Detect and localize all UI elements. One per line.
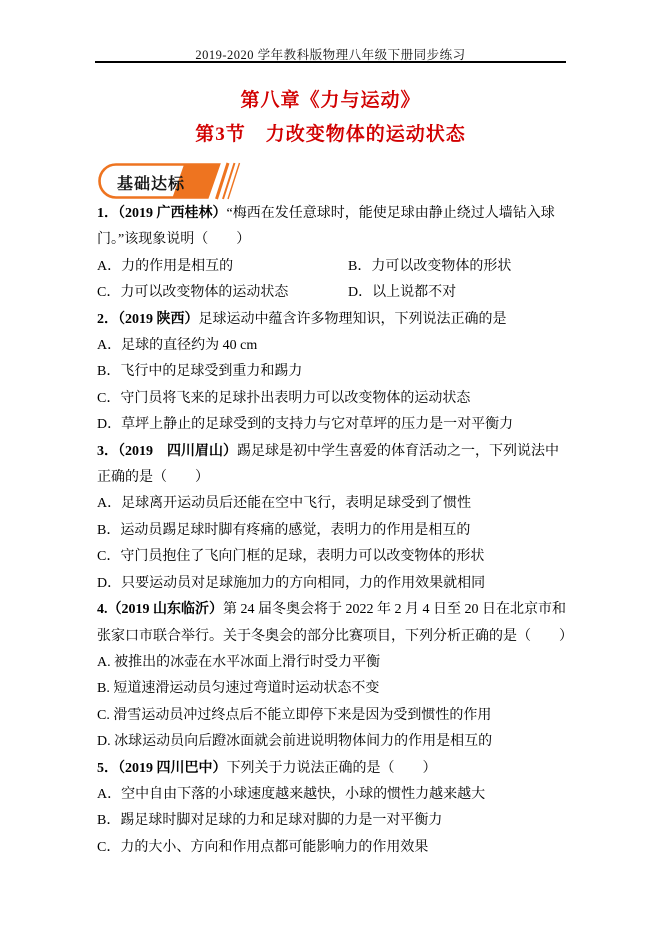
question-1-options [97,254,567,307]
option-b: B．踢足球时脚对足球的力和足球对脚的力是一对平衡力 [97,813,443,829]
option-b: B. 短道速滑运动员匀速过弯道时运动状态不变 [97,681,380,697]
question-2-text: 足球运动中蕴含许多物理知识，下列说法正确的是 [198,311,507,327]
option-a: A．足球离开运动员后还能在空中飞行，表明足球受到了惯性 [97,496,472,512]
question-2 [97,307,567,439]
option-d: D．以上说都不对 [348,285,457,301]
question-3-source: 3．（2019 四川眉山） [97,443,237,459]
question-5-stem [97,756,567,782]
option-b: B．运动员踢足球时脚有疼痛的感觉，表明力的作用是相互的 [97,522,471,538]
option-a: A．足球的直径约为 40 cm [97,338,258,354]
chapter-title: 第八章《力与运动》 [240,90,421,111]
option-c: C．守门员将飞来的足球扑出表明力可以改变物体的运动状态 [97,390,471,406]
option-c: C．力的大小、方向和作用点都可能影响力的作用效果 [97,839,429,855]
option-b: B．力可以改变物体的形状 [348,258,512,274]
question-5-text: 下列关于力说法正确的是（ ） [226,760,437,776]
option-a: A．空中自由下落的小球速度越来越快，小球的惯性力越来越大 [97,786,486,802]
question-3-stem [97,439,567,492]
question-4-source: 4.（2019 山东临沂） [97,602,223,618]
question-5 [97,756,567,862]
question-3-text: 踢足球是初中学生喜爱的体育活动之一，下列说法中正确的是（ ） [97,443,559,486]
option-b: B．飞行中的足球受到重力和踢力 [97,364,303,380]
option-d: D．草坪上静止的足球受到的支持力与它对草坪的压力是一对平衡力 [97,417,514,433]
question-2-source: 2．（2019 陕西） [97,311,199,327]
option-a: A．力的作用是相互的 [97,258,234,274]
option-d: D. 冰球运动员向后蹬冰面就会前进说明物体间力的作用是相互的 [97,734,493,750]
question-4-stem [97,597,573,650]
header-divider [95,61,566,63]
option-c: C．力可以改变物体的运动状态 [97,285,289,301]
question-1 [97,201,567,307]
question-1-text: “梅西在发任意球时，能使足球由静止绕过人墙钻入球门。”该现象说明（ ） [97,206,555,248]
section-title: 第3节 力改变物体的运动状态 [195,124,466,145]
question-1-stem [97,201,567,254]
question-1-source: 1．（2019 广西桂林） [97,206,227,221]
option-c: C. 滑雪运动员冲过终点后不能立即停下来是因为受到惯性的作用 [97,707,492,723]
questions-area [97,201,573,861]
document-header: 2019-2020 学年教科版物理八年级下册同步练习 [195,48,466,62]
question-5-source: 5．（2019 四川巴中） [97,760,227,776]
basics-badge [95,162,247,200]
question-3 [97,439,567,597]
option-d: D．只要运动员对足球施加力的方向相同，力的作用效果就相同 [97,575,486,591]
question-2-stem [97,307,567,333]
option-a: A. 被推出的冰壶在水平冰面上滑行时受力平衡 [97,654,381,670]
badge-label: 基础达标 [117,176,186,193]
option-c: C．守门员抱住了飞向门框的足球，表明力可以改变物体的形状 [97,549,485,565]
question-4 [97,597,573,755]
question-4-text: 第 24 届冬奥会将于 2022 年 2 月 4 日至 20 日在北京市和张家口市联合举行。关于冬奥会的部分比赛项目，下列分析正确的是（ ） [97,602,573,644]
